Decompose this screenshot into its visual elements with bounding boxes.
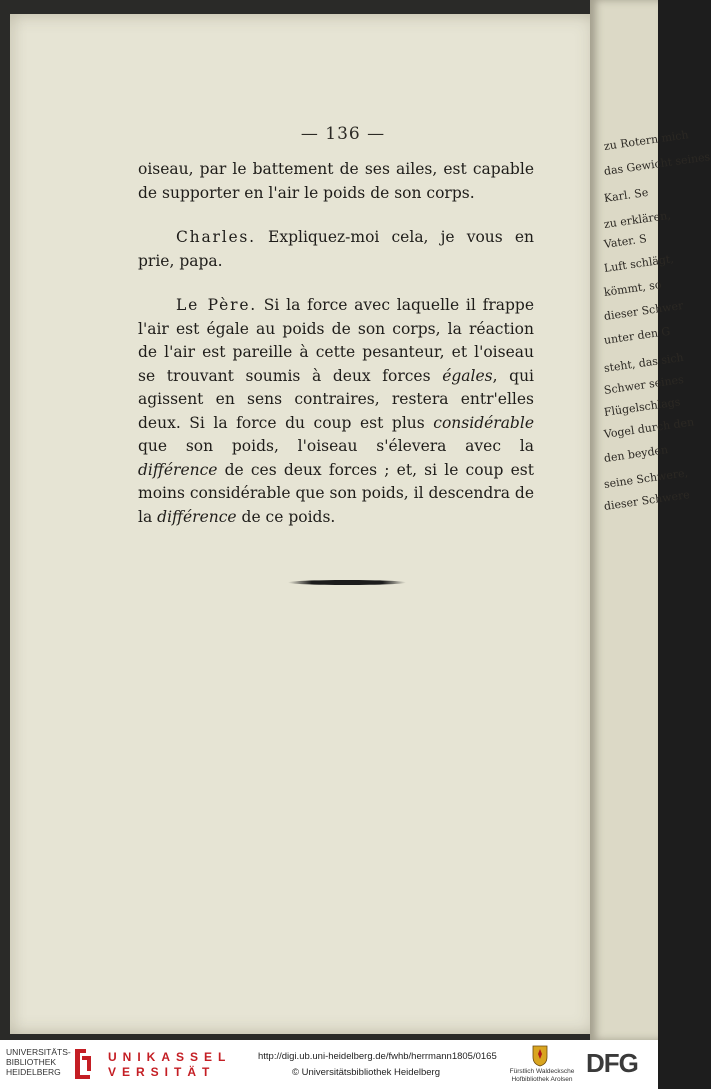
section-divider-rule xyxy=(288,580,406,585)
adjacent-page-fragment: Karl. Se xyxy=(603,185,650,205)
adjacent-page-fragment: dieser Schwere xyxy=(603,488,691,513)
book-page xyxy=(10,14,604,1034)
italic-text: différence xyxy=(157,507,237,526)
adjacent-page-fragment: Flügelschlags xyxy=(603,395,682,419)
body-text xyxy=(138,158,534,550)
paragraph xyxy=(138,226,534,273)
adjacent-page-fragment: Vater. S xyxy=(603,232,648,251)
text-run: que son poids, l'oiseau s'élevera avec la xyxy=(138,437,534,455)
adjacent-page-fragment: steht, das sich xyxy=(603,350,685,375)
italic-text: égales xyxy=(442,366,493,385)
digitization-footer xyxy=(0,1040,658,1089)
text-run: oiseau, par le battement de ses ailes, est capable de supporter en l'air le poids de son corps. xyxy=(138,160,534,202)
dfg-logo: DFG xyxy=(586,1048,638,1078)
arolsen-library-logo: Fürstlich Waldecksche Hofbibliothek Arolsen xyxy=(509,1068,575,1083)
italic-text: considérable xyxy=(433,413,534,432)
speaker-name: Le Père. xyxy=(176,296,258,314)
page-number: — 136 — xyxy=(300,124,386,144)
waldeck-crest-icon xyxy=(532,1045,548,1067)
heidelberg-library-logo: UNIVERSITÄTS- BIBLIOTHEK HEIDELBERG xyxy=(6,1047,71,1077)
adjacent-page-fragment: zu erklären, xyxy=(603,208,672,231)
kassel-logo-icon xyxy=(72,1047,94,1081)
copyright-notice: © Universitätsbibliothek Heidelberg xyxy=(292,1067,440,1078)
text-run: Si la force avec laquelle il frappe l'air est égale au poids de son corps, la réaction de l'air est pareille à cette pesanteur, et l'oiseau se trouvant soumis à deux forces xyxy=(138,296,534,385)
source-url-link[interactable]: http://digi.ub.uni-heidelberg.de/fwhb/herrmann1805/0165 xyxy=(258,1051,497,1062)
text-run: de ce poids. xyxy=(236,507,336,526)
italic-text: différence xyxy=(138,460,218,479)
paragraph xyxy=(138,158,534,205)
adjacent-page-fragment: das Gewicht seines xyxy=(603,150,711,178)
adjacent-page-fragment: den beyden xyxy=(603,443,669,465)
text-run: de ces deux forces ; et, si le coup est moins considérable que son poids, il descendra de la xyxy=(138,460,534,526)
adjacent-page-fragment: kömmt, so xyxy=(603,278,663,299)
kassel-university-logo: UNIKASSEL VERSITÄT xyxy=(108,1050,232,1079)
adjacent-page-fragment: Vogel durch den xyxy=(603,415,695,441)
adjacent-page-fragment: Luft schlägt, xyxy=(603,252,675,275)
text-run: , qui agissent en sens contraires, restera entr'elles deux. Si la force du coup est plus xyxy=(138,366,535,432)
adjacent-page-edge xyxy=(590,0,711,1040)
text-run: Expliquez-moi cela, je vous en prie, papa. xyxy=(138,228,534,270)
adjacent-page-fragment: seine Schwere, xyxy=(603,466,689,491)
paragraph xyxy=(138,294,534,529)
adjacent-page-fragment: zu Rotern mich xyxy=(603,128,690,153)
adjacent-page-fragment: Schwer seines xyxy=(603,372,685,397)
adjacent-page-fragment: unter den G xyxy=(603,324,672,347)
adjacent-page-fragment: dieser Schwer xyxy=(603,298,685,323)
speaker-name: Charles. xyxy=(176,228,256,246)
